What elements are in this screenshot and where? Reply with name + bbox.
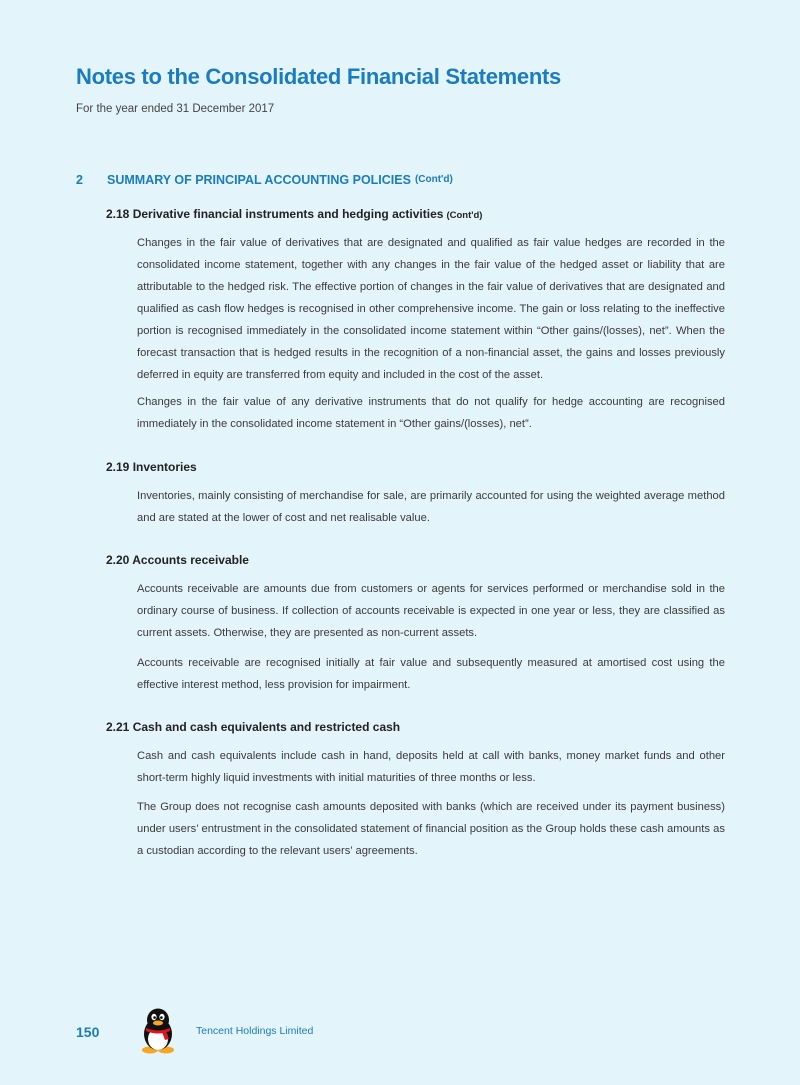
- subsection-heading-2-19: [106, 460, 197, 474]
- section-heading: [76, 173, 453, 187]
- subsection-heading-2-20: [106, 553, 249, 567]
- subsection-title: 2.20 Accounts receivable: [106, 553, 249, 567]
- subsection-heading-2-18: [106, 207, 482, 221]
- company-name: Tencent Holdings Limited: [196, 1025, 314, 1037]
- paragraph: Changes in the fair value of derivatives that are designated and qualified as fair value hedges are recorded in the consolidated income statement, together with any changes in the fair value of the hedged asset or liability that are attributable to the hedged risk. The effective portion of changes in the fair value of derivatives that are designated and qualified as cash flow hedges is recognised in other comprehensive income. The gain or loss relating to the ineffective portion is recognised immediately in the consolidated income statement within “Other gains/(losses), net”. When the forecast transaction that is hedged results in the recognition of a non-financial asset, the gains and losses previously deferred in equity are transferred from equity and included in the cost of the asset.: [137, 237, 725, 381]
- page-number: 150: [76, 1024, 100, 1040]
- section-title: SUMMARY OF PRINCIPAL ACCOUNTING POLICIES: [107, 173, 411, 187]
- paragraph: The Group does not recognise cash amounts deposited with banks (which are received under its payment business) under users’ entrustment in the consolidated statement of financial position as the Group holds these cash amounts as a custodian according to the relevant users’ agreements.: [137, 801, 725, 857]
- paragraph: Cash and cash equivalents include cash in hand, deposits held at call with banks, money market funds and other short-term highly liquid investments with initial maturities of three months or less.: [137, 750, 725, 784]
- page-subtitle: For the year ended 31 December 2017: [76, 103, 275, 115]
- page-title: Notes to the Consolidated Financial Statements: [76, 64, 561, 89]
- penguin-logo-icon: [138, 1006, 178, 1059]
- paragraph: Accounts receivable are amounts due from customers or agents for services performed or merchandise sold in the ordinary course of business. If collection of accounts receivable is expected in one year or less, they are classified as current assets. Otherwise, they are presented as non-current assets.: [137, 583, 725, 639]
- subsection-suffix: (Cont'd): [446, 210, 483, 221]
- paragraph: Accounts receivable are recognised initially at fair value and subsequently measured at amortised cost using the effective interest method, less provision for impairment.: [137, 657, 725, 691]
- subsection-title: 2.21 Cash and cash equivalents and restricted cash: [106, 720, 401, 734]
- paragraph: Inventories, mainly consisting of merchandise for sale, are primarily accounted for using the weighted average method and are stated at the lower of cost and net realisable value.: [137, 490, 725, 524]
- subsection-title: 2.19 Inventories: [106, 460, 197, 474]
- paragraph: Changes in the fair value of any derivative instruments that do not qualify for hedge accounting are recognised immediately in the consolidated income statement in “Other gains/(losses), net”.: [137, 396, 725, 430]
- subsection-heading-2-21: [106, 720, 400, 734]
- section-number: 2: [76, 173, 83, 187]
- subsection-title: 2.18 Derivative financial instruments and hedging activities: [106, 207, 444, 221]
- section-suffix: (Cont'd): [414, 174, 453, 185]
